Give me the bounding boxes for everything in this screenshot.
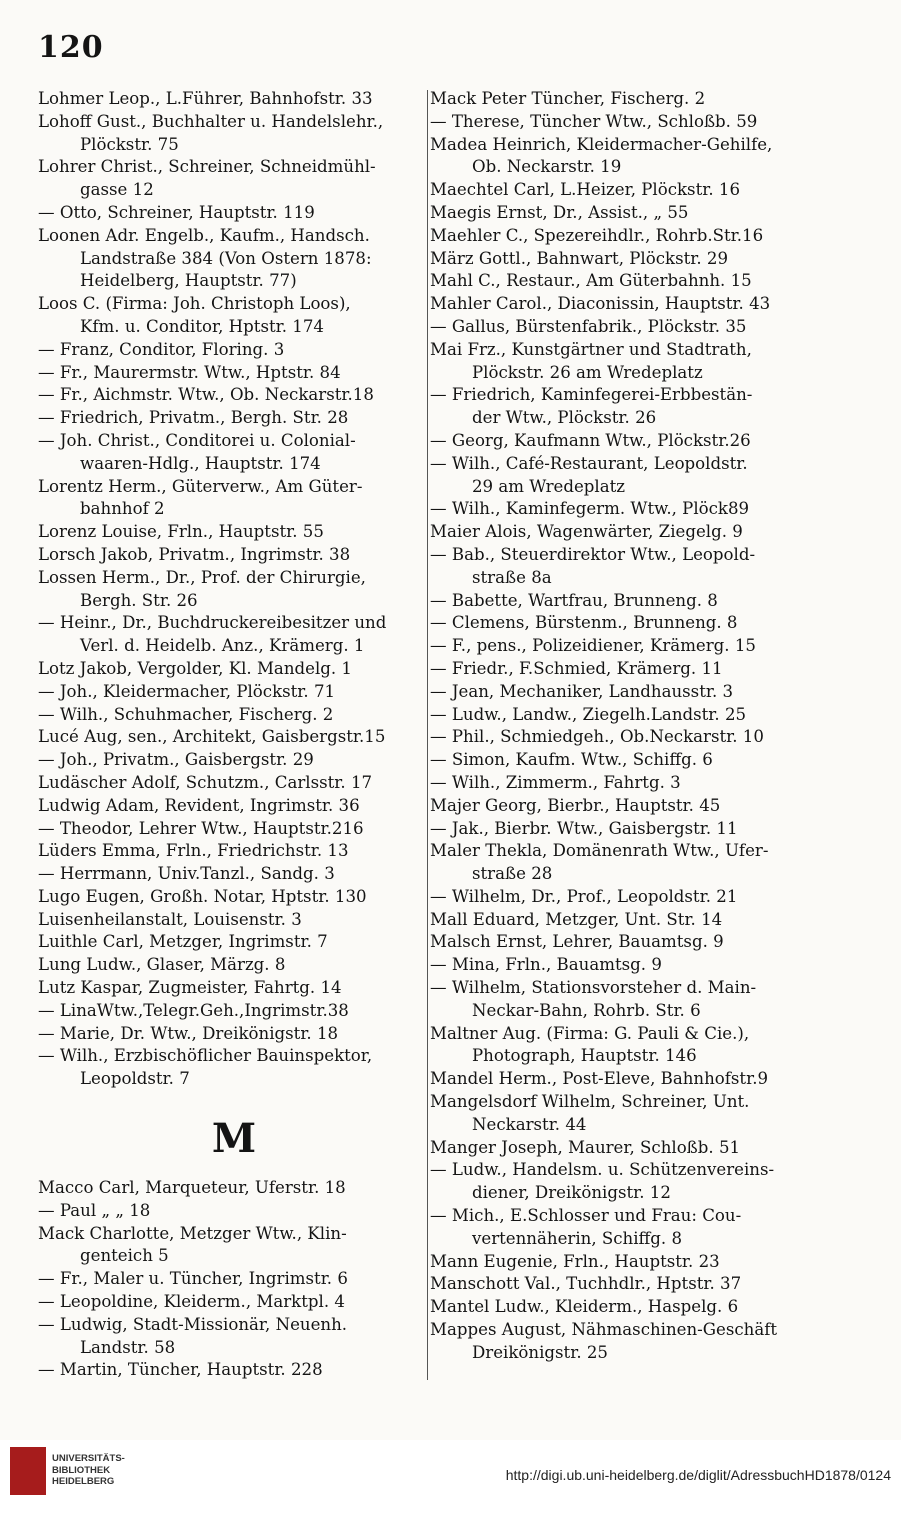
directory-entry-line: — LinaWtw.,Telegr.Geh.,Ingrimstr.38: [38, 1000, 349, 1020]
directory-entry-line: — Friedrich, Privatm., Bergh. Str. 28: [38, 408, 349, 428]
directory-entry-line: Ludäscher Adolf, Schutzm., Carlsstr. 17: [38, 772, 373, 792]
directory-entry-line: — Wilhelm, Dr., Prof., Leopoldstr. 21: [430, 886, 738, 906]
logo-line: BIBLIOTHEK: [52, 1464, 111, 1476]
directory-entry-line: Mall Eduard, Metzger, Unt. Str. 14: [430, 909, 723, 929]
directory-entry-line: Mann Eugenie, Frln., Hauptstr. 23: [430, 1251, 720, 1271]
directory-entry-line: Kfm. u. Conditor, Hptstr. 174: [80, 316, 324, 336]
source-url[interactable]: http://digi.ub.uni-heidelberg.de/diglit/AdressbuchHD1878/0124: [505, 1467, 891, 1483]
directory-entry-line: — Ludw., Landw., Ziegelh.Landstr. 25: [430, 704, 747, 724]
left-column: [38, 88, 430, 1382]
directory-entry-line: Majer Georg, Bierbr., Hauptstr. 45: [430, 795, 721, 815]
directory-entry-line: Lohrer Christ., Schreiner, Schneidmühl-: [38, 157, 376, 177]
library-logo[interactable]: [10, 1447, 150, 1499]
directory-entry-line: Lutz Kaspar, Zugmeister, Fahrtg. 14: [38, 978, 342, 998]
directory-entry-line: Luithle Carl, Metzger, Ingrimstr. 7: [38, 932, 328, 952]
directory-entry-line: Madea Heinrich, Kleidermacher-Gehilfe,: [430, 134, 773, 154]
directory-entry-line: Lohoff Gust., Buchhalter u. Handelslehr.,: [38, 111, 384, 131]
directory-entry-line: — Bab., Steuerdirektor Wtw., Leopold-: [430, 544, 756, 564]
directory-entry-line: Landstraße 384 (Von Ostern 1878:: [80, 248, 372, 268]
directory-entry-line: straße 28: [472, 864, 553, 884]
directory-entry-line: Lorenz Louise, Frln., Hauptstr. 55: [38, 522, 324, 542]
directory-entry-line: — Ludwig, Stadt-Missionär, Neuenh.: [38, 1314, 348, 1334]
logo-line: HEIDELBERG: [52, 1476, 115, 1487]
directory-entry-line: — Ludw., Handelsm. u. Schützenvereins-: [430, 1160, 775, 1180]
directory-entry-line: — Paul „ „ 18: [38, 1200, 151, 1220]
directory-entry-line: — Wilh., Zimmerm., Fahrtg. 3: [430, 772, 681, 792]
directory-entry-line: — Wilh., Schuhmacher, Fischerg. 2: [38, 704, 334, 724]
right-entries: [430, 88, 830, 1365]
directory-entry-line: Mack Peter Tüncher, Fischerg. 2: [430, 89, 706, 108]
directory-entry-line: Neckar-Bahn, Rohrb. Str. 6: [472, 1000, 701, 1020]
directory-entry-line: 29 am Wredeplatz: [472, 476, 626, 496]
directory-entry-line: waaren-Hdlg., Hauptstr. 174: [80, 453, 321, 473]
directory-entry-line: gasse 12: [80, 180, 154, 200]
directory-entry-line: Luisenheilanstalt, Louisenstr. 3: [38, 909, 302, 929]
directory-entry-line: Maechtel Carl, L.Heizer, Plöckstr. 16: [430, 180, 741, 200]
page-number: 120: [38, 30, 104, 65]
directory-entry-line: — Therese, Tüncher Wtw., Schloßb. 59: [430, 111, 758, 131]
directory-entry-line: Lohmer Leop., L.Führer, Bahnhofstr. 33: [38, 89, 373, 108]
directory-entry-line: — Leopoldine, Kleiderm., Marktpl. 4: [38, 1292, 345, 1312]
directory-entry-line: vertennäherin, Schiffg. 8: [472, 1228, 683, 1248]
directory-entry-line: Leopoldstr. 7: [80, 1069, 190, 1089]
directory-entry-line: Mantel Ludw., Kleiderm., Haspelg. 6: [430, 1297, 739, 1317]
directory-entry-line: — Marie, Dr. Wtw., Dreikönigstr. 18: [38, 1023, 339, 1043]
directory-entry-line: — Wilhelm, Stationsvorsteher d. Main-: [430, 978, 757, 998]
directory-entry-line: — Phil., Schmiedgeh., Ob.Neckarstr. 10: [430, 727, 764, 747]
directory-entry-line: Plöckstr. 75: [80, 134, 179, 154]
right-column: [430, 88, 830, 1365]
directory-entry-line: — Babette, Wartfrau, Brunneng. 8: [430, 590, 718, 610]
directory-entry-line: — Theodor, Lehrer Wtw., Hauptstr.216: [38, 818, 364, 838]
logo-line: UNIVERSITÄTS-: [52, 1453, 125, 1464]
directory-entry-line: — Gallus, Bürstenfabrik., Plöckstr. 35: [430, 316, 747, 336]
directory-entry-line: Maier Alois, Wagenwärter, Ziegelg. 9: [430, 522, 743, 542]
directory-entry-line: März Gottl., Bahnwart, Plöckstr. 29: [430, 248, 729, 268]
directory-entry-line: Lorsch Jakob, Privatm., Ingrimstr. 38: [38, 544, 351, 564]
directory-entry-line: — Fr., Maler u. Tüncher, Ingrimstr. 6: [38, 1269, 348, 1289]
directory-entry-line: Ob. Neckarstr. 19: [472, 157, 622, 177]
directory-entry-line: — F., pens., Polizeidiener, Krämerg. 15: [430, 636, 756, 656]
directory-entry-line: — Heinr., Dr., Buchdruckereibesitzer und: [38, 613, 387, 633]
directory-entry-line: Mahl C., Restaur., Am Güterbahnh. 15: [430, 271, 752, 291]
left-entries-m: [38, 1177, 430, 1382]
directory-entry-line: Neckarstr. 44: [472, 1114, 587, 1134]
directory-entry-line: Lucé Aug, sen., Architekt, Gaisbergstr.15: [38, 727, 386, 747]
directory-entry-line: — Jean, Mechaniker, Landhausstr. 3: [430, 681, 734, 701]
left-entries: [38, 88, 430, 1091]
directory-entry-line: Plöckstr. 26 am Wredeplatz: [472, 362, 703, 382]
directory-entry-line: Heidelberg, Hauptstr. 77): [80, 271, 297, 291]
directory-entry-line: — Mina, Frln., Bauamtsg. 9: [430, 955, 662, 975]
directory-entry-line: Mandel Herm., Post-Eleve, Bahnhofstr.9: [430, 1069, 769, 1089]
directory-entry-line: Photograph, Hauptstr. 146: [472, 1046, 697, 1066]
directory-entry-line: — Friedr., F.Schmied, Krämerg. 11: [430, 658, 723, 678]
directory-entry-line: Manschott Val., Tuchhdlr., Hptstr. 37: [430, 1274, 742, 1294]
directory-entry-line: — Franz, Conditor, Floring. 3: [38, 339, 285, 359]
directory-entry-line: diener, Dreikönigstr. 12: [472, 1183, 671, 1203]
directory-entry-line: — Herrmann, Univ.Tanzl., Sandg. 3: [38, 864, 335, 884]
directory-entry-line: Lüders Emma, Frln., Friedrichstr. 13: [38, 841, 349, 861]
directory-entry-line: — Fr., Maurermstr. Wtw., Hptstr. 84: [38, 362, 341, 382]
directory-entry-line: Landstr. 58: [80, 1337, 176, 1357]
directory-entry-line: Mappes August, Nähmaschinen-Geschäft: [430, 1320, 778, 1340]
directory-entry-line: — Simon, Kaufm. Wtw., Schiffg. 6: [430, 750, 713, 770]
library-seal-icon: [10, 1447, 46, 1495]
directory-entry-line: Lossen Herm., Dr., Prof. der Chirurgie,: [38, 567, 366, 587]
directory-entry-line: Lotz Jakob, Vergolder, Kl. Mandelg. 1: [38, 658, 352, 678]
directory-entry-line: — Martin, Tüncher, Hauptstr. 228: [38, 1360, 323, 1380]
directory-entry-line: genteich 5: [80, 1246, 169, 1266]
directory-entry-line: Maltner Aug. (Firma: G. Pauli & Cie.),: [430, 1023, 750, 1043]
logo-text: [52, 1453, 125, 1488]
directory-entry-line: Dreikönigstr. 25: [472, 1342, 608, 1362]
directory-entry-line: — Fr., Aichmstr. Wtw., Ob. Neckarstr.18: [38, 385, 374, 405]
directory-entry-line: Mangelsdorf Wilhelm, Schreiner, Unt.: [430, 1092, 750, 1112]
directory-entry-line: — Clemens, Bürstenm., Brunneng. 8: [430, 613, 738, 633]
directory-entry-line: bahnhof 2: [80, 499, 165, 519]
directory-entry-line: — Wilh., Kaminfegerm. Wtw., Plöck89: [430, 499, 750, 519]
directory-entry-line: Maler Thekla, Domänenrath Wtw., Ufer-: [430, 841, 769, 861]
directory-entry-line: Macco Carl, Marqueteur, Uferstr. 18: [38, 1178, 346, 1198]
directory-entry-line: — Georg, Kaufmann Wtw., Plöckstr.26: [430, 430, 751, 450]
directory-entry-line: — Friedrich, Kaminfegerei-Erbbestän-: [430, 385, 753, 405]
directory-entry-line: der Wtw., Plöckstr. 26: [472, 408, 657, 428]
directory-entry-line: Bergh. Str. 26: [80, 590, 198, 610]
directory-entry-line: Mahler Carol., Diaconissin, Hauptstr. 43: [430, 294, 771, 314]
directory-entry-line: Mack Charlotte, Metzger Wtw., Klin-: [38, 1223, 347, 1243]
column-divider: [427, 90, 428, 1380]
directory-entry-line: — Otto, Schreiner, Hauptstr. 119: [38, 202, 315, 222]
directory-entry-line: — Mich., E.Schlosser und Frau: Cou-: [430, 1206, 742, 1226]
directory-entry-line: — Joh., Kleidermacher, Plöckstr. 71: [38, 681, 336, 701]
directory-entry-line: Maegis Ernst, Dr., Assist., „ 55: [430, 202, 689, 222]
directory-entry-line: Lugo Eugen, Großh. Notar, Hptstr. 130: [38, 886, 367, 906]
directory-entry-line: Loos C. (Firma: Joh. Christoph Loos),: [38, 294, 351, 314]
directory-entry-line: Maehler C., Spezereihdlr., Rohrb.Str.16: [430, 225, 764, 245]
directory-entry-line: Ludwig Adam, Revident, Ingrimstr. 36: [38, 795, 360, 815]
directory-entry-line: Lorentz Herm., Güterverw., Am Güter-: [38, 476, 363, 496]
directory-entry-line: straße 8a: [472, 567, 552, 587]
section-letter: M: [211, 1115, 257, 1163]
directory-entry-line: — Wilh., Erzbischöflicher Bauinspektor,: [38, 1046, 373, 1066]
directory-entry-line: — Joh., Privatm., Gaisbergstr. 29: [38, 750, 314, 770]
directory-entry-line: Lung Ludw., Glaser, Märzg. 8: [38, 955, 286, 975]
directory-entry-line: Manger Joseph, Maurer, Schloßb. 51: [430, 1137, 741, 1157]
directory-entry-line: Loonen Adr. Engelb., Kaufm., Handsch.: [38, 225, 370, 245]
directory-entry-line: — Jak., Bierbr. Wtw., Gaisbergstr. 11: [430, 818, 738, 838]
directory-entry-line: Mai Frz., Kunstgärtner und Stadtrath,: [430, 339, 752, 359]
directory-entry-line: Verl. d. Heidelb. Anz., Krämerg. 1: [80, 636, 365, 656]
directory-entry-line: Malsch Ernst, Lehrer, Bauamtsg. 9: [430, 932, 724, 952]
directory-entry-line: — Wilh., Café-Restaurant, Leopoldstr.: [430, 453, 748, 473]
directory-entry-line: — Joh. Christ., Conditorei u. Colonial-: [38, 430, 356, 450]
